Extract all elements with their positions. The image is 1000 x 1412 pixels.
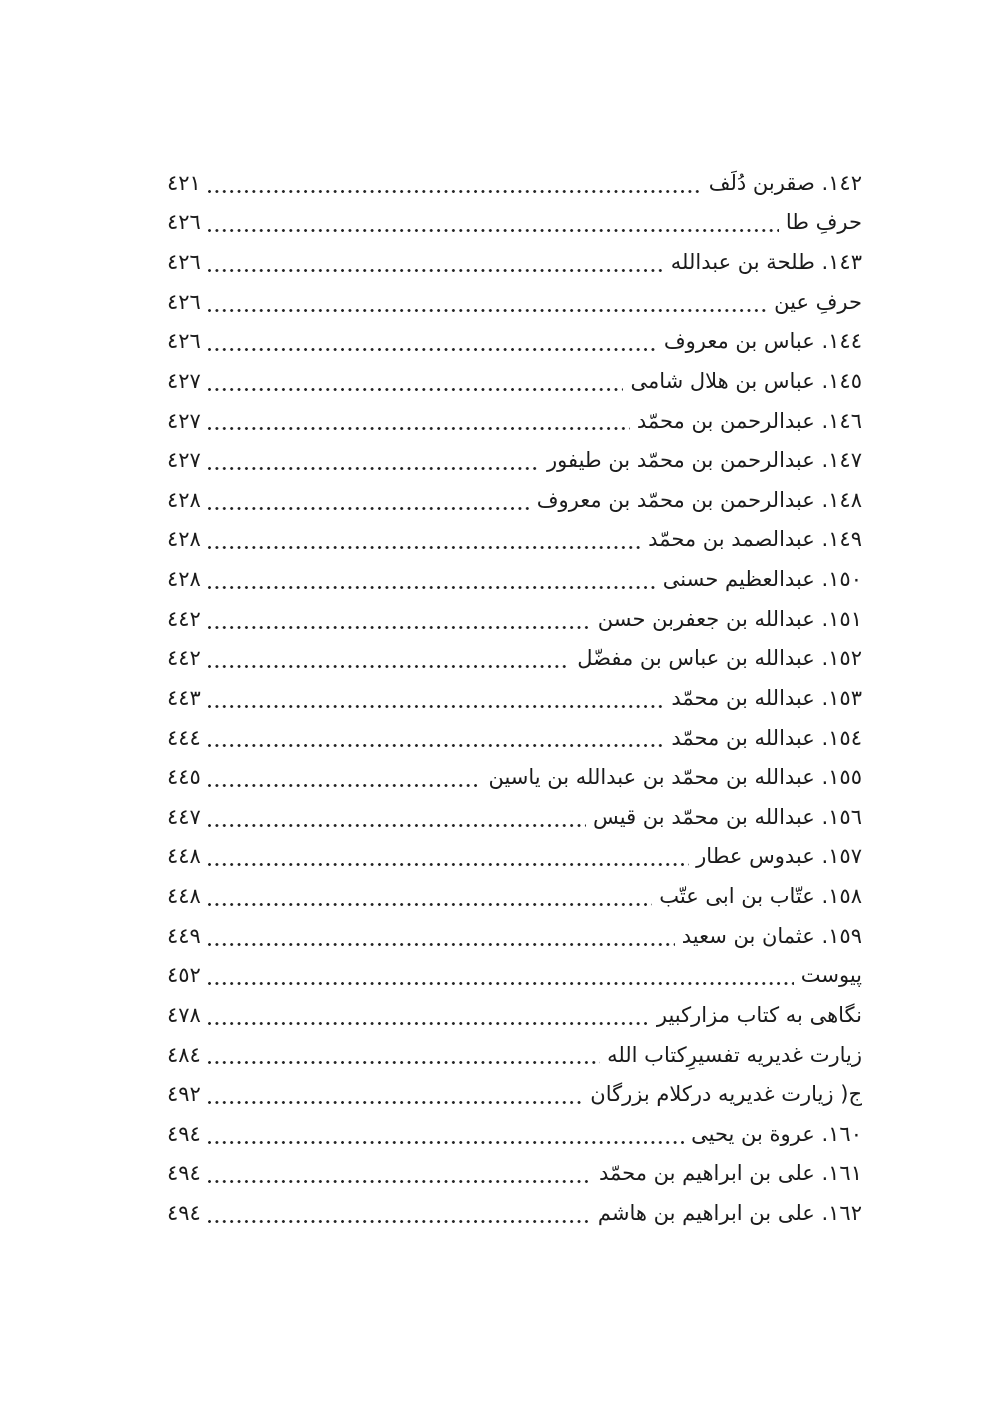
toc-row (167, 678, 862, 718)
dot-leader (208, 269, 664, 272)
dot-leader (208, 863, 689, 866)
toc-row (167, 797, 862, 837)
dot-leader (208, 348, 657, 351)
toc-row (167, 1035, 862, 1075)
toc-entry-title: ١٥٤. عبدالله بن محمّد (671, 725, 862, 750)
toc-section-heading: ج( زيارت غديريه دركلام بزرگان (590, 1082, 862, 1107)
toc-row (167, 995, 862, 1035)
toc-row (167, 639, 862, 679)
toc-row (167, 361, 862, 401)
toc-page-number: ٤٢٦ (167, 210, 201, 235)
toc-row (167, 876, 862, 916)
dot-leader (208, 1220, 591, 1223)
dot-leader (208, 784, 482, 787)
dot-leader (208, 665, 570, 668)
toc-row (167, 282, 862, 322)
toc-row (167, 401, 862, 441)
dot-leader (208, 626, 591, 629)
dot-leader (208, 229, 779, 232)
toc-page-number: ٤٢١ (167, 170, 201, 195)
toc-page-number: ٤٤٢ (167, 606, 201, 631)
dot-leader (208, 1022, 650, 1025)
toc-row (167, 520, 862, 560)
dot-leader (208, 705, 664, 708)
toc-page-number: ٤٤٢ (167, 646, 201, 671)
toc-entry-title: ١٥١. عبدالله بن جعفربن حسن (597, 606, 862, 631)
toc-row (167, 757, 862, 797)
toc-row (167, 1154, 862, 1194)
toc-row (167, 599, 862, 639)
toc-page-number: ٤٢٦ (167, 329, 201, 354)
toc-page-number: ٤٩٤ (167, 1121, 201, 1146)
dot-leader (208, 507, 530, 510)
toc-row (167, 718, 862, 758)
toc-row (167, 242, 862, 282)
toc-row (167, 203, 862, 243)
toc-page-number: ٤٥٢ (167, 963, 201, 988)
dot-leader (208, 546, 641, 549)
toc-row (167, 480, 862, 520)
toc-entry-title: ١٥٥. عبدالله بن محمّد بن عبدالله بن ياسين (488, 765, 862, 790)
toc-entry-title: ١٥٢. عبدالله بن عباس بن مفضّل (577, 646, 862, 671)
toc-entry-title: ١٦١. على بن ابراهيم بن محمّد (599, 1161, 862, 1186)
toc-page-number: ٤٢٧ (167, 368, 201, 393)
toc-entry-title: ١٤٢. صقربن دُلَف (708, 170, 862, 195)
toc-page-number: ٤٢٧ (167, 448, 201, 473)
toc-entry-title: ١٤٩. عبدالصمد بن محمّد (648, 527, 862, 552)
toc-section-heading: نگاهى به كتاب مزاركبير (656, 1002, 862, 1027)
toc-page-number: ٤٤٨ (167, 844, 201, 869)
toc-page-number: ٤٤٩ (167, 923, 201, 948)
toc-row (167, 1114, 862, 1154)
toc-entry-title: ١٥٨. عتّاب بن ابى عتّب (659, 884, 862, 909)
toc-entry-title: ١٥٩. عثمان بن سعيد (681, 923, 862, 948)
toc-row (167, 916, 862, 956)
table-of-contents (167, 163, 862, 1233)
dot-leader (208, 1061, 600, 1064)
dot-leader (208, 388, 624, 391)
toc-entry-title: ١٥٦. عبدالله بن محمّد بن قيس (592, 804, 862, 829)
dot-leader (208, 744, 664, 747)
toc-row (167, 163, 862, 203)
toc-page-number: ٤٢٧ (167, 408, 201, 433)
toc-page-number: ٤٨٤ (167, 1042, 201, 1067)
toc-page-number: ٤٤٨ (167, 884, 201, 909)
toc-page-number: ٤٤٧ (167, 804, 201, 829)
toc-page-number: ٤٢٦ (167, 289, 201, 314)
toc-entry-title: ١٤٦. عبدالرحمن بن محمّد (636, 408, 862, 433)
dot-leader (208, 982, 794, 985)
toc-entry-title: ١٥٧. عبدوس عطار (696, 844, 862, 869)
toc-page-number: ٤٤٥ (167, 765, 201, 790)
toc-row (167, 837, 862, 877)
toc-section-heading: پيوست (800, 963, 862, 988)
toc-page-number: ٤٩٤ (167, 1201, 201, 1226)
dot-leader (208, 824, 586, 827)
dot-leader (208, 943, 675, 946)
toc-page-number: ٤٩٤ (167, 1161, 201, 1186)
toc-section-heading: زيارت غديريه تفسيرِكتاب الله (607, 1042, 862, 1067)
toc-entry-title: ١٥٣. عبدالله بن محمّد (671, 685, 862, 710)
toc-page-number: ٤٤٣ (167, 685, 201, 710)
dot-leader (208, 1180, 592, 1183)
toc-page-number: ٤٢٨ (167, 567, 201, 592)
dot-leader (208, 190, 702, 193)
toc-row (167, 1193, 862, 1233)
toc-entry-title: ١٤٣. طلحة بن عبدالله (670, 250, 862, 275)
toc-section-heading: حرفِ طا (785, 210, 862, 235)
dot-leader (208, 1141, 684, 1144)
toc-entry-title: ١٦٢. على بن ابراهيم بن هاشم (597, 1201, 862, 1226)
dot-leader (208, 1101, 583, 1104)
toc-section-heading: حرفِ عين (774, 289, 862, 314)
dot-leader (208, 586, 656, 589)
toc-entry-title: ١٤٤. عباس بن معروف (663, 329, 862, 354)
toc-page-number: ٤٢٨ (167, 487, 201, 512)
toc-page-number: ٤٢٨ (167, 527, 201, 552)
toc-page-number: ٤٤٤ (167, 725, 201, 750)
dot-leader (208, 903, 652, 906)
toc-entry-title: ١٤٥. عباس بن هلال شامى (630, 368, 862, 393)
toc-row (167, 322, 862, 362)
toc-page-number: ٤٧٨ (167, 1002, 201, 1027)
toc-row (167, 1074, 862, 1114)
toc-row (167, 956, 862, 996)
toc-row (167, 559, 862, 599)
toc-row (167, 440, 862, 480)
toc-entry-title: ١٥٠. عبدالعظيم حسنى (662, 567, 862, 592)
dot-leader (208, 467, 540, 470)
toc-page-number: ٤٩٢ (167, 1082, 201, 1107)
toc-entry-title: ١٦٠. عروة بن يحيى (691, 1121, 862, 1146)
toc-entry-title: ١٤٧. عبدالرحمن بن محمّد بن طيفور (546, 448, 862, 473)
dot-leader (208, 309, 767, 312)
toc-entry-title: ١٤٨. عبدالرحمن بن محمّد بن معروف (536, 487, 862, 512)
dot-leader (208, 427, 630, 430)
toc-page-number: ٤٢٦ (167, 250, 201, 275)
